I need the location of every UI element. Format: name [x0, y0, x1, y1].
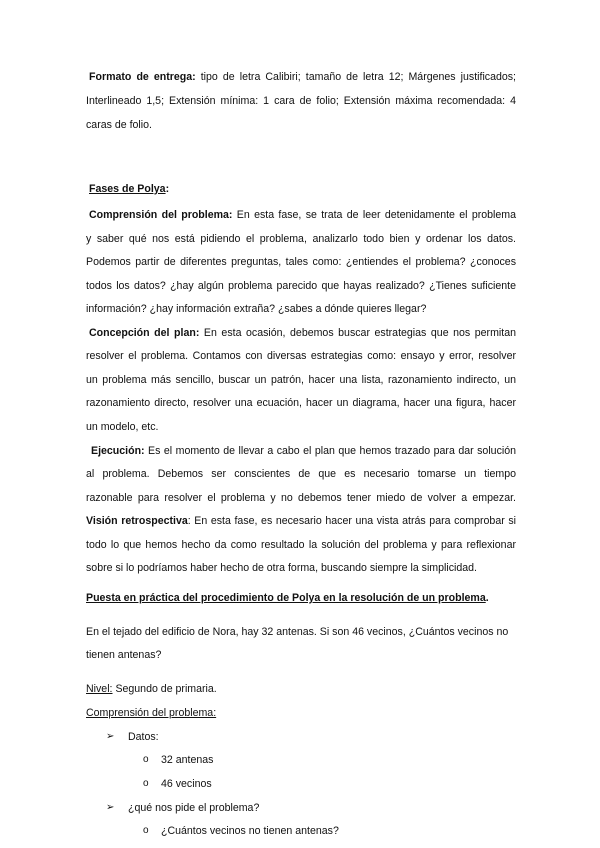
- comprension-line-5: información? ¿hay información extraña? ¿sabes a dónde quieres llegar?: [86, 303, 427, 315]
- comprension-line-4: todos los datos? ¿hay algún problema parecido que hayas realizado? ¿Tienes suficiente: [86, 280, 516, 292]
- nivel-label: Nivel:: [86, 683, 113, 695]
- vision-line-3: sobre si lo podríamos haber hecho de otra forma, buscando siempre la simplicidad.: [86, 562, 477, 574]
- vision-label: Visión retrospectiva: [86, 515, 188, 527]
- nivel-line: [86, 684, 516, 695]
- concepcion-label: Concepción del plan:: [89, 327, 200, 339]
- datos-label: Datos:: [128, 731, 159, 743]
- formato-label: Formato de entrega:: [89, 71, 196, 83]
- pregunta-item: ¿Cuántos vecinos no tienen antenas?: [161, 825, 339, 837]
- formato-line-2: Interlineado 1,5; Extensión mínima: 1 cara de folio; Extensión máxima recomendada: 4: [86, 95, 516, 107]
- fases-heading: Fases de Polya:: [89, 183, 170, 195]
- comprension2-title: Comprensión del problema:: [86, 707, 217, 719]
- concepcion-line-5: un modelo, etc.: [86, 421, 159, 433]
- problema-line-2: tienen antenas?: [86, 649, 162, 661]
- concepcion-line-4: razonamiento directo, resolver una ecuación, hacer un diagrama, hacer una figura, hacer: [86, 397, 516, 409]
- practica-heading: Puesta en práctica del procedimiento de Polya en la resolución de un problema.: [86, 592, 489, 604]
- practica-title: Puesta en práctica del procedimiento de Polya en la resolución de un problema: [86, 592, 486, 604]
- comprension-label: Comprensión del problema:: [89, 209, 233, 221]
- comprension-line-2: y saber qué nos está pidiendo el problema, analizarlo todo bien y ordenar los datos.: [86, 233, 516, 245]
- ejecucion-line-2: al problema. Debemos ser conscientes de que es necesario tomarse un tiempo: [86, 468, 516, 480]
- pregunta-label: ¿qué nos pide el problema?: [128, 802, 260, 814]
- circle-bullet-icon: o: [143, 778, 149, 789]
- ejecucion-line-3: razonable para resolver el problema y no debemos tener miedo de volver a empezar.: [86, 492, 516, 504]
- vision-line-1: Visión retrospectiva: En esta fase, es necesario hacer una vista atrás para comprobar si: [86, 515, 516, 527]
- vision-line-2: todo lo que hemos hecho da como resultado la solución del problema y para reflexionar: [86, 539, 516, 551]
- datos-item: 32 antenas: [161, 754, 214, 766]
- ejecucion-line-1: Ejecución: Es el momento de llevar a cabo el plan que hemos trazado para dar solución: [91, 445, 516, 457]
- formato-line-1: Formato de entrega: tipo de letra Calibiri; tamaño de letra 12; Márgenes justificados;: [89, 71, 517, 83]
- comprension-line-3: Podemos partir de diferentes preguntas, tales como: ¿entiendes el problema? ¿conoces: [86, 256, 516, 268]
- concepcion-line-3: un problema más sencillo, buscar un patrón, hacer una lista, razonamiento indirecto, un: [86, 374, 516, 386]
- circle-bullet-icon: o: [143, 754, 149, 765]
- ejecucion-label: Ejecución:: [91, 445, 145, 457]
- problema-line-1: En el tejado del edificio de Nora, hay 32 antenas. Si son 46 vecinos, ¿Cuántos vecinos no: [86, 626, 509, 638]
- concepcion-line-2: resolver el problema. Contamos con diversas estrategias como: ensayo y error, resolver: [86, 350, 516, 362]
- arrow-bullet-icon: ➢: [106, 731, 115, 742]
- comprension-line-1: Comprensión del problema: En esta fase, se trata de leer detenidamente el problema: [89, 209, 516, 221]
- fases-title: Fases de Polya: [89, 183, 166, 195]
- formato-line-3: caras de folio.: [86, 119, 152, 131]
- datos-item: 46 vecinos: [161, 778, 212, 790]
- arrow-bullet-icon: ➢: [106, 802, 115, 813]
- circle-bullet-icon: o: [143, 825, 149, 836]
- nivel-value: Segundo de primaria.: [112, 683, 217, 695]
- concepcion-line-1: Concepción del plan: En esta ocasión, debemos buscar estrategias que nos permitan: [89, 327, 516, 339]
